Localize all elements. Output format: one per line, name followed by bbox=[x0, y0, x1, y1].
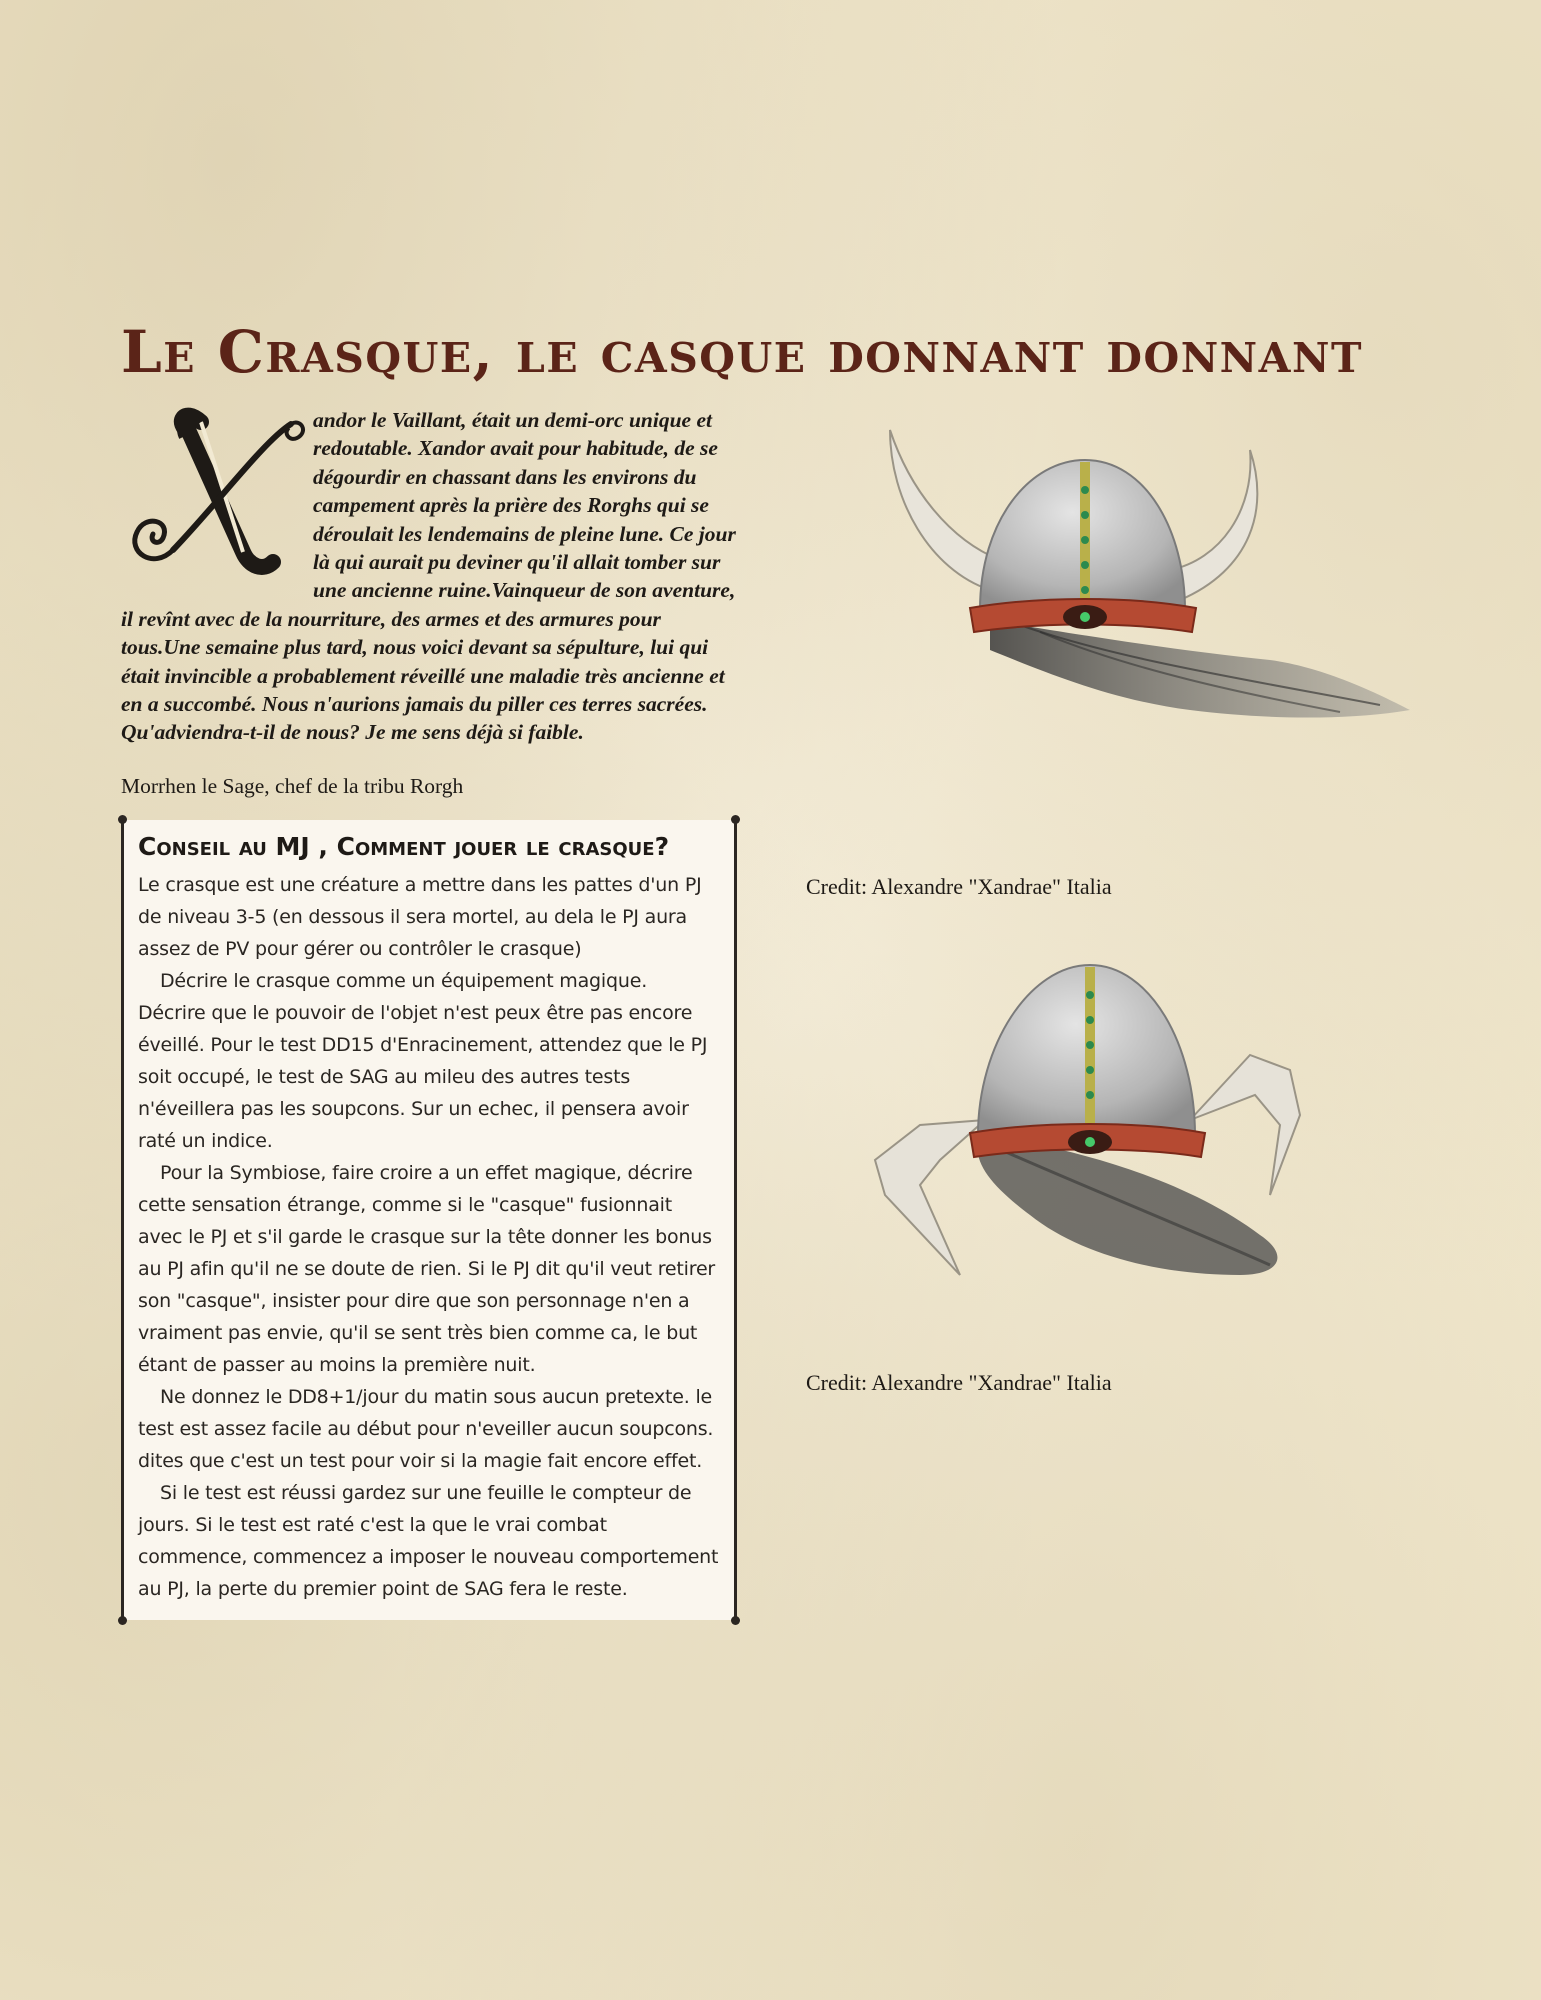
intro-text: andor le Vaillant, était un demi-orc unique et redoutable. Xandor avait pour habitude, de se dégourdir en chassant dans les environs du campement après la prière des Rorghs qui se déroulait les lendemains de pleine lune. Ce jour là qui aurait pu deviner qu'il allait tomber sur une ancienne ruine.Vainqueur de son aventure, il revînt avec de la nourriture, des armes et des armures pour tous.Une semaine plus tard, nous voici devant sa sépulture, lui qui était invincible a probablement réveillé une maladie très ancienne et en a succombé. Nous n'aurions jamais du piller ces terres sacrées. Qu'adviendra-t-il de nous? Je me sens déjà si faible. bbox=[121, 408, 736, 745]
illustration-credit: Credit: Alexandre "Xandrae" Italia bbox=[806, 1370, 1112, 1395]
horned-helmet-illustration bbox=[870, 420, 1410, 740]
gm-advice-paragraph: Pour la Symbiose, faire croire a un effet magique, décrire cette sensation étrange, comme si le "casque" fusionnait avec le PJ et s'il garde le crasque sur la tête donner les bonus au PJ afin qu'il ne se doute de rien. Si le PJ dit qu'il veut retirer son "casque", insister pour dire que son personnage n'en a vraiment pas envie, qu'il se sent très bien comme ca, le but étant de passer au moins la première nuit. bbox=[138, 1162, 716, 1376]
gm-advice-paragraph: Le crasque est une créature a mettre dans les pattes d'un PJ de niveau 3-5 (en dessous il sera mortel, au dela le PJ aura assez de PV pour gérer ou contrôler le crasque) bbox=[138, 874, 702, 960]
box-corner-dot bbox=[731, 1616, 740, 1625]
gm-advice-box bbox=[121, 820, 737, 1620]
dropcap-letter bbox=[123, 402, 309, 578]
page-title: Le Crasque, le casque donnant donnant bbox=[121, 318, 1363, 386]
illustration-credit: Credit: Alexandre "Xandrae" Italia bbox=[806, 874, 1112, 899]
helmet-creature-illustration bbox=[860, 955, 1360, 1295]
gm-advice-paragraph: Ne donnez le DD8+1/jour du matin sous aucun pretexte. le test est assez facile au début pour n'eveiller aucun soupcons. dites que c'est un test pour voir si la magie fait encore effet. bbox=[138, 1386, 714, 1472]
intro-quote bbox=[121, 406, 739, 747]
gm-advice-paragraph: Décrire le crasque comme un équipement magique. Décrire que le pouvoir de l'objet n'est peux être pas encore éveillé. Pour le test DD15 d'Enracinement, attendez que le PJ soit occupé, le test de SAG au mileu des autres tests n'éveillera pas les soupcons. Sur un echec, il pensera avoir raté un indice. bbox=[138, 970, 708, 1152]
gm-advice-paragraph: Si le test est réussi gardez sur une feuille le compteur de jours. Si le test est raté c'est la que le vrai combat commence, commencez a imposer le nouveau comportement au PJ, la perte du premier point de SAG fera le reste. bbox=[138, 1482, 719, 1600]
intro-signature: Morrhen le Sage, chef de la tribu Rorgh bbox=[121, 774, 464, 798]
box-corner-dot bbox=[731, 815, 740, 824]
box-corner-dot bbox=[118, 1616, 127, 1625]
gm-advice-title: Conseil au MJ , Comment jouer le crasque? bbox=[138, 832, 670, 861]
box-corner-dot bbox=[118, 815, 127, 824]
